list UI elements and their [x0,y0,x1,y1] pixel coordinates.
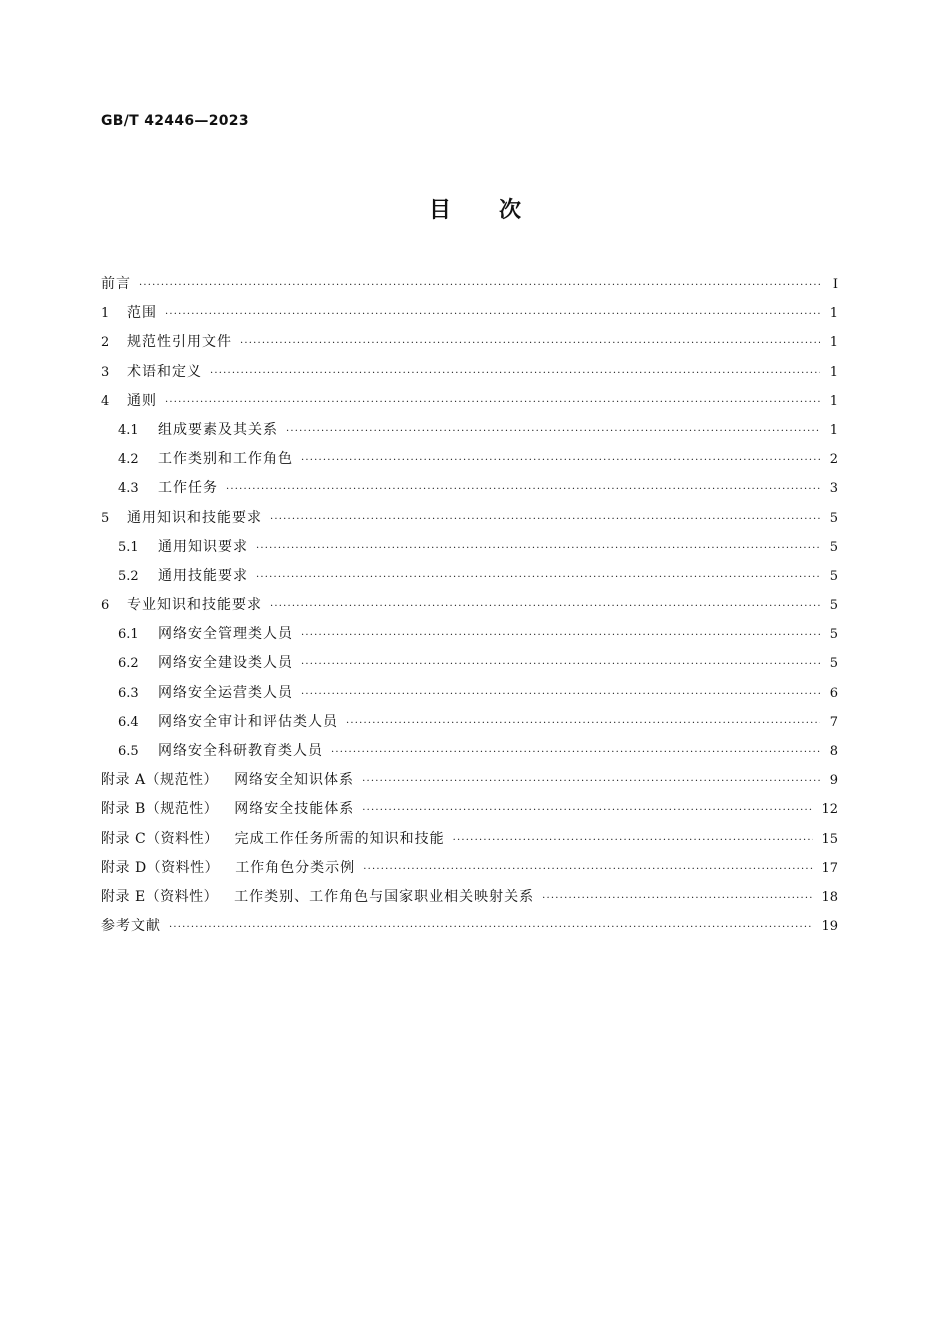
toc-entry[interactable] [101,445,838,474]
toc-entry-label: 通用知识和技能要求 [127,509,262,526]
toc-dot-leader [165,388,820,417]
toc-entry-label: 范围 [127,305,157,322]
toc-entry-page: 3 [829,481,838,497]
toc-entry-page: 5 [829,656,838,672]
toc-dot-leader [169,913,813,942]
toc-entry-number: 4.3 [118,481,139,497]
toc-dot-leader [256,534,820,563]
toc-entry-number: 4.1 [118,422,139,438]
toc-entry-page: 5 [829,627,838,643]
toc-entry-page: 1 [829,306,838,322]
toc-dot-leader [139,271,820,300]
toc-entry[interactable] [101,474,838,503]
toc-entry-label: 网络安全技能体系 [234,801,355,818]
toc-entry-page: 18 [821,889,838,905]
toc-entry[interactable] [101,328,838,357]
toc-entry-label: 组成要素及其关系 [158,421,278,438]
toc-entry-label: 网络安全运营类人员 [158,684,293,701]
toc-dot-leader [226,475,820,504]
toc-entry-label: 规范性引用文件 [127,334,232,351]
toc-entry-page: 1 [829,364,838,380]
toc-entry-page: 2 [829,452,838,468]
toc-entry-page: 5 [829,510,838,526]
toc-dot-leader [286,417,820,446]
toc-entry-number: 4.2 [118,452,139,468]
toc-entry-page: 8 [829,744,838,759]
toc-entry-page: Ⅰ [832,277,838,292]
toc-entry-page: 5 [829,539,838,555]
toc-entry[interactable] [101,737,838,766]
toc-entry-page: 15 [821,831,838,847]
toc-title [0,193,950,224]
toc-dot-leader [210,359,820,388]
toc-dot-leader [301,650,820,679]
toc-entry[interactable] [101,825,838,854]
toc-entry-appendix-prefix: 附录 C（资料性） [101,830,219,847]
toc-entry-number: 6.2 [118,656,139,672]
toc-entry-label: 术语和定义 [127,363,202,380]
toc-entry[interactable] [101,387,838,416]
toc-dot-leader [301,446,820,475]
toc-dot-leader [240,329,820,358]
toc-entry-page: 5 [829,568,838,584]
toc-entry[interactable] [101,270,838,299]
toc-entry-page: 1 [829,335,838,351]
toc-entry-appendix-prefix: 附录 E（资料性） [101,888,219,905]
toc-entry-page: 5 [829,598,838,614]
toc-entry-appendix-prefix: 附录 D（资料性） [101,859,220,876]
toc-entry[interactable] [101,708,838,737]
toc-entry-label: 网络安全建设类人员 [158,655,293,672]
toc-entry-label: 工作类别、工作角色与国家职业相关映射关系 [234,888,535,905]
toc-entry-page: 9 [829,773,838,789]
toc-entry[interactable] [101,883,838,912]
toc-entry[interactable] [101,679,838,708]
toc-dot-leader [453,826,814,855]
toc-entry[interactable] [101,562,838,591]
toc-entry-label: 工作类别和工作角色 [158,451,293,468]
toc-entry-label: 网络安全管理类人员 [158,626,293,643]
toc-entry-label: 专业知识和技能要求 [127,597,262,614]
toc-entry-number: 3 [101,364,110,380]
toc-title-part1: 目 [428,198,451,223]
toc-entry-number: 6.4 [118,714,139,730]
toc-dot-leader [362,796,813,825]
toc-entry-number: 5.2 [118,568,139,584]
toc-entry-label: 通则 [127,392,157,409]
toc-entry[interactable] [101,358,838,387]
toc-entry-label: 前言 [101,276,131,292]
toc-entry-number: 6.5 [118,744,139,759]
toc-entry-number: 6.1 [118,627,139,643]
toc-entry[interactable] [101,533,838,562]
toc-entry[interactable] [101,416,838,445]
toc-dot-leader [362,767,820,796]
toc-title-part2: 次 [499,198,522,223]
toc-entry[interactable] [101,299,838,328]
toc-entry-label: 网络安全科研教育类人员 [158,743,323,759]
toc-entry-page: 1 [829,422,838,438]
toc-entry-number: 5 [101,510,110,526]
toc-entry-label: 工作角色分类示例 [235,859,356,876]
toc-entry-page: 17 [821,860,838,876]
toc-dot-leader [165,300,820,329]
toc-entry-number: 4 [101,393,110,409]
toc-dot-leader [542,884,813,913]
toc-dot-leader [301,621,820,650]
toc-entry[interactable] [101,504,838,533]
toc-entry-page: 12 [821,802,838,818]
table-of-contents [101,270,838,941]
standard-code: GB/T 42446—2023 [101,113,249,129]
toc-entry[interactable] [101,620,838,649]
toc-dot-leader [363,855,813,884]
toc-entry[interactable] [101,912,838,941]
toc-entry-number: 5.1 [118,539,139,555]
toc-entry-label: 通用技能要求 [158,567,248,584]
toc-entry[interactable] [101,795,838,824]
toc-entry-page: 6 [829,685,838,701]
toc-entry-label: 网络安全知识体系 [234,772,355,789]
toc-entry-label: 通用知识要求 [158,538,248,555]
toc-entry[interactable] [101,766,838,795]
toc-entry-page: 19 [821,919,838,935]
toc-entry-label: 参考文献 [101,918,161,935]
toc-entry-number: 2 [101,335,110,351]
toc-entry-number: 1 [101,306,110,322]
toc-dot-leader [270,505,820,534]
toc-entry-appendix-prefix: 附录 A（规范性） [101,772,219,789]
toc-entry-label: 工作任务 [158,480,218,497]
toc-entry-label: 完成工作任务所需的知识和技能 [234,830,445,847]
toc-dot-leader [301,680,820,709]
toc-dot-leader [270,592,820,621]
toc-entry[interactable] [101,591,838,620]
toc-entry-number: 6.3 [118,685,139,701]
toc-entry-page: 7 [829,714,838,730]
toc-entry[interactable] [101,854,838,883]
toc-dot-leader [256,563,820,592]
toc-entry-page: 1 [829,393,838,409]
toc-entry-number: 6 [101,598,110,614]
toc-dot-leader [346,709,820,738]
toc-dot-leader [331,738,820,767]
toc-entry-appendix-prefix: 附录 B（规范性） [101,801,219,818]
toc-entry[interactable] [101,649,838,678]
toc-entry-label: 网络安全审计和评估类人员 [158,713,338,730]
